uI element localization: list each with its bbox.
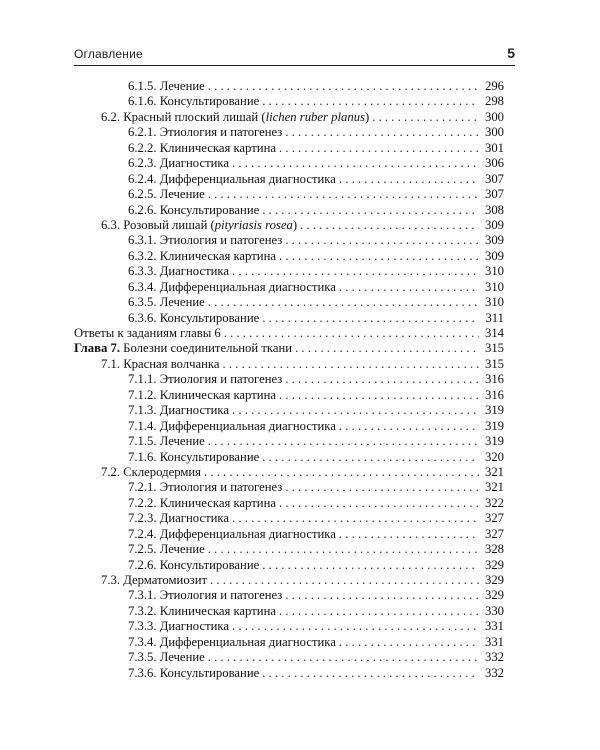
toc-entry: [74, 450, 504, 465]
dot-leader: [279, 249, 479, 264]
toc-entry: [74, 187, 504, 202]
toc-entry: [74, 156, 504, 171]
toc-entry-title: [101, 110, 369, 125]
toc-entry-page: 329: [484, 573, 504, 587]
toc-entry-title: [128, 141, 276, 156]
dot-leader: [339, 527, 479, 542]
dot-leader: [279, 604, 479, 619]
dot-leader: [262, 666, 479, 681]
toc-entry-title: [128, 79, 205, 94]
toc-entry-title: [74, 326, 221, 341]
dot-leader: [208, 79, 479, 94]
toc-entry: [74, 650, 504, 665]
dot-leader: [339, 172, 479, 187]
toc-entry-title-part: 6.3.2. Клиническая картина: [128, 248, 276, 263]
toc-entry-title-part: 7.3.1. Этиология и патогенез: [128, 588, 283, 603]
toc-entry-title: [128, 527, 336, 542]
toc-entry-title: [101, 573, 207, 588]
dot-leader: [262, 311, 479, 326]
toc-entry-title: [128, 280, 336, 295]
toc-entry-page: 321: [484, 480, 504, 495]
toc-entry: [74, 527, 504, 542]
toc-entry-title: [128, 434, 205, 449]
toc-entry-title: [101, 465, 201, 480]
toc-entry-page: 310: [484, 295, 504, 310]
toc-entry-title-part: 7.3.5. Лечение: [128, 650, 205, 665]
toc-entry: [74, 434, 504, 449]
dot-leader: [300, 218, 479, 233]
running-header: [74, 47, 515, 66]
toc-entry-title: [128, 264, 229, 279]
dot-leader: [208, 650, 479, 665]
toc-entry: [74, 264, 504, 279]
toc-entry-title-part: 6.3. Розовый лишай (: [101, 217, 215, 232]
dot-leader: [232, 511, 479, 526]
toc-entry-title-part: 7.3.2. Клиническая картина: [128, 603, 276, 618]
toc-entry-title: [128, 588, 282, 603]
toc-entry-page: 319: [484, 434, 504, 449]
dot-leader: [208, 542, 479, 557]
toc-entry-title: [128, 172, 336, 187]
dot-leader: [232, 264, 479, 279]
toc-entry: [74, 403, 504, 418]
toc-entry-title: [128, 480, 282, 495]
toc-entry-title: [128, 187, 205, 202]
toc-entry-page: 322: [484, 495, 504, 510]
dot-leader: [208, 434, 479, 449]
dot-leader: [232, 619, 479, 634]
toc-entry-title-part: 7.1.2. Клиническая картина: [128, 387, 276, 402]
toc-entry-title: [128, 249, 276, 264]
toc-entry: [74, 465, 504, 480]
toc-entry: [74, 511, 504, 526]
toc-entry-title-part: 6.3.5. Лечение: [128, 295, 205, 310]
toc-entry-title-part: 6.3.6. Консультирование: [128, 310, 260, 325]
toc-entry: [74, 79, 504, 94]
toc-entry-title-part: 7.2. Склеродермия: [101, 464, 202, 479]
toc-entry-title: [128, 388, 276, 403]
header-page-number: 5: [507, 45, 515, 61]
toc-entry: [74, 249, 504, 264]
toc-entry-title-part: lichen ruber planus: [265, 109, 365, 124]
dot-leader: [339, 280, 479, 295]
toc-entry-title: [128, 125, 282, 140]
toc-entry-page: 310: [484, 264, 504, 279]
toc-entry-page: 316: [484, 387, 504, 402]
toc-entry-page: 329: [484, 557, 504, 572]
toc-entry-page: 296: [484, 79, 504, 93]
toc-entry-title-part: 7.3. Дерматомиозит: [101, 573, 208, 587]
toc-entry-page: 311: [485, 310, 504, 325]
dot-leader: [262, 203, 479, 218]
dot-leader: [339, 635, 479, 650]
toc-entry-title: [128, 496, 276, 511]
toc-entry-title: [128, 542, 205, 557]
dot-leader: [285, 480, 479, 495]
toc-entry-title-part: Глава 7.: [74, 341, 120, 356]
toc-entry-title-part: 6.1.6. Консультирование: [128, 94, 260, 109]
toc-entry-page: 309: [484, 217, 504, 232]
toc-entry-title-part: Болезни соединительной ткани: [120, 341, 293, 356]
toc-entry-title-part: 6.2.4. Дифференциальная диагностика: [128, 171, 336, 186]
toc-entry-page: 307: [484, 187, 504, 202]
toc-entry-title-part: 6.2.5. Лечение: [128, 187, 205, 202]
toc-entry-title-part: 7.3.4. Дифференциальная диагностика: [128, 634, 336, 649]
toc-entry-title-part: 7.1.6. Консультирование: [128, 449, 260, 464]
toc-entry-title: [128, 94, 259, 109]
toc-entry-title-part: 7.2.6. Консультирование: [128, 557, 260, 572]
toc-entry-title-part: 7.2.2. Клиническая картина: [128, 495, 276, 510]
toc-entry: [74, 311, 504, 326]
toc-entry-title: [101, 218, 297, 233]
dot-leader: [285, 372, 479, 387]
toc-entry-title: [128, 558, 259, 573]
toc-entry: [74, 357, 504, 372]
toc-entry-title-part: 7.1.4. Дифференциальная диагностика: [128, 418, 336, 433]
toc-entry-title-part: 7.3.6. Консультирование: [128, 665, 260, 680]
dot-leader: [210, 573, 479, 588]
toc-entry-page: 332: [484, 650, 504, 665]
toc-entry-page: 328: [484, 542, 504, 557]
dot-leader: [262, 558, 479, 573]
toc-entry: [74, 573, 504, 588]
toc-entry-title: [128, 233, 282, 248]
dot-leader: [232, 403, 479, 418]
toc-entry-title-part: Ответы к заданиям главы 6: [74, 326, 221, 340]
toc-entry-title: [101, 357, 220, 372]
dot-leader: [279, 141, 479, 156]
toc-entry-page: 301: [484, 140, 504, 155]
toc-entry-title: [128, 666, 259, 681]
dot-leader: [285, 125, 479, 140]
toc-entry-page: 300: [484, 125, 504, 140]
toc-entry-title-part: 6.2.2. Клиническая картина: [128, 140, 276, 155]
toc-entry-page: 329: [484, 588, 504, 603]
toc-entry-title: [128, 650, 205, 665]
toc-entry-title-part: 6.3.3. Диагностика: [128, 264, 230, 279]
toc-entry-title: [128, 156, 229, 171]
dot-leader: [262, 94, 479, 109]
toc-entry-page: 306: [484, 156, 504, 171]
toc-entry-title-part: 6.2.1. Этиология и патогенез: [128, 125, 283, 140]
toc-entry-page: 314: [484, 326, 504, 340]
toc-entry: [74, 619, 504, 634]
toc-entry: [74, 635, 504, 650]
toc-entry-page: 327: [484, 511, 504, 526]
toc-entry-page: 300: [484, 109, 504, 124]
dot-leader: [232, 156, 479, 171]
toc-entry-title-part: 7.1.1. Этиология и патогенез: [128, 372, 283, 387]
toc-entry: [74, 94, 504, 109]
toc-entry-title-part: 6.3.4. Дифференциальная диагностика: [128, 279, 336, 294]
toc-entry: [74, 419, 504, 434]
toc-entry-page: 332: [484, 665, 504, 680]
toc-entry-title-part: 6.1.5. Лечение: [128, 79, 205, 93]
toc-entry-page: 309: [484, 233, 504, 248]
toc-entry-title: [128, 511, 229, 526]
toc-entry-title-part: 6.3.1. Этиология и патогенез: [128, 233, 283, 248]
toc-entry-title: [128, 619, 229, 634]
toc-entry: [74, 558, 504, 573]
toc-entry-title-part: 6.2.6. Консультирование: [128, 202, 260, 217]
toc-entry-title-part: ): [292, 217, 298, 232]
toc-entry-page: 315: [484, 356, 504, 371]
dot-leader: [279, 388, 479, 403]
dot-leader: [339, 419, 479, 434]
toc-entry: [74, 480, 504, 495]
toc-entry-title-part: 6.2. Красный плоский лишай (: [101, 109, 266, 124]
toc-entry-page: 321: [484, 464, 504, 479]
toc-entry-title-part: 6.2.3. Диагностика: [128, 156, 230, 171]
toc-entry: [74, 496, 504, 511]
toc-entry-title-part: 7.2.3. Диагностика: [128, 511, 230, 526]
dot-leader: [295, 341, 479, 356]
toc-entry-title: [128, 203, 259, 218]
toc-entry-title: [128, 403, 229, 418]
toc-entry: [74, 388, 504, 403]
dot-leader: [208, 295, 479, 310]
toc-entry: [74, 125, 504, 140]
toc-entry-title-part: 7.3.3. Диагностика: [128, 619, 230, 634]
toc-entry: [74, 280, 504, 295]
toc-entry-page: 331: [484, 634, 504, 649]
toc-entry: [74, 666, 504, 681]
toc-entry-page: 315: [484, 341, 504, 356]
toc-entry-title-part: ): [364, 109, 370, 124]
toc-entry-title: [128, 635, 336, 650]
toc-entry-page: 307: [484, 171, 504, 186]
toc-entry-page: 330: [484, 603, 504, 618]
toc-entry-page: 327: [484, 526, 504, 541]
dot-leader: [285, 588, 479, 603]
toc-entry: [74, 141, 504, 156]
toc-entry: [74, 372, 504, 387]
toc-entry: [74, 542, 504, 557]
toc-entry-page: 298: [484, 94, 504, 109]
dot-leader: [262, 450, 479, 465]
toc-entry: [74, 110, 504, 125]
toc-entry: [74, 341, 504, 356]
toc-entry-title: [128, 604, 276, 619]
toc-entry-title-part: 7.2.1. Этиология и патогенез: [128, 480, 283, 495]
toc-entry: [74, 295, 504, 310]
dot-leader: [223, 357, 479, 372]
toc-entry: [74, 326, 504, 341]
toc-entry: [74, 604, 504, 619]
toc-entry-title-part: 7.1.3. Диагностика: [128, 403, 230, 418]
dot-leader: [204, 465, 479, 480]
toc-entry: [74, 588, 504, 603]
toc-entry-title-part: 7.1. Красная волчанка: [101, 356, 220, 371]
toc-entry: [74, 218, 504, 233]
toc-entry-page: 309: [484, 248, 504, 263]
toc-entry-title: [74, 341, 292, 356]
toc-entry-title: [128, 450, 259, 465]
toc-entry-page: 319: [484, 403, 504, 418]
dot-leader: [279, 496, 479, 511]
toc-entry: [74, 203, 504, 218]
toc-entry: [74, 172, 504, 187]
toc-entry-title-part: 7.1.5. Лечение: [128, 434, 205, 449]
toc-entry-title: [128, 419, 336, 434]
toc-entry-title: [128, 372, 282, 387]
toc-entry-page: 310: [484, 279, 504, 294]
toc-entry-page: 320: [484, 449, 504, 464]
toc-entry-title: [128, 311, 259, 326]
dot-leader: [224, 326, 479, 341]
toc-entry: [74, 233, 504, 248]
toc-entry-title-part: pityriasis rosea: [214, 217, 293, 232]
toc-entry-title: [128, 295, 205, 310]
toc-entry-title-part: 7.2.4. Дифференциальная диагностика: [128, 526, 336, 541]
toc-entry-page: 308: [484, 202, 504, 217]
dot-leader: [285, 233, 479, 248]
dot-leader: [372, 110, 479, 125]
toc-entry-page: 316: [484, 372, 504, 387]
toc-entry-page: 319: [484, 418, 504, 433]
header-title: Оглавление: [74, 47, 143, 61]
toc-entry-page: 331: [484, 619, 504, 634]
dot-leader: [208, 187, 479, 202]
table-of-contents: [74, 79, 504, 681]
toc-entry-title-part: 7.2.5. Лечение: [128, 542, 205, 557]
